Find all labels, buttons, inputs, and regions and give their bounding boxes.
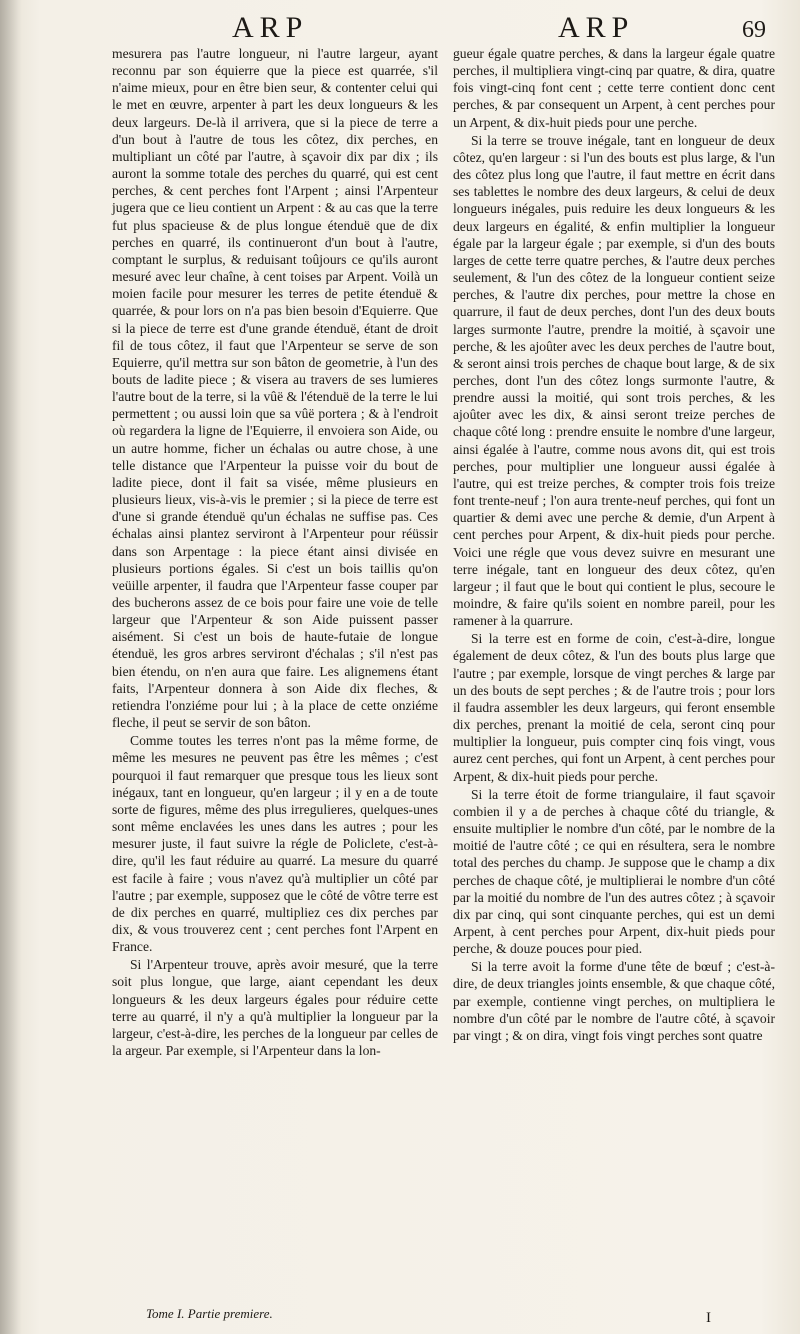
running-head-left: ARP (232, 11, 309, 44)
paragraph: Si la terre est en forme de coin, c'est-à-dire, longue également de deux côtez, & l'un des bouts plus large que l'autre ; par exemple, lorsque de vingt perches & large par un des bouts de sept perches ; & de l'autre trois ; pour lors il faudra assembler les deux largeurs, qui feront ensemble dix perches, prenant la moitié de cela, seront cinq pour multiplier la longueur, puis compter cinq fois vingt, vous aurez cent perches, qui font un Arpent, à cent perches pour Arpent, & dix-huit pieds pour perche. (453, 631, 775, 784)
running-head (0, 8, 800, 48)
page-gutter-shadow (0, 0, 22, 1334)
page-number: 69 (742, 17, 766, 43)
left-column (112, 45, 438, 1059)
paragraph: Si la terre avoit la forme d'une tête de bœuf ; c'est-à-dire, de deux triangles joints ensemble, & que chaque côté, par exemple, contienne vingt perches, on multipliera le nombre d'un côté par le nombre de l'autre côté, à sçavoir par vingt ; & on dira, vingt fois vingt perches sont quatre (453, 959, 775, 1043)
paragraph: Si la terre se trouve inégale, tant en longueur de deux côtez, qu'en largeur : si l'un des bouts est plus large, & l'un des côtez plus long que l'autre, il faut mettre en écrit dans ses tablettes le nombre des deux largeurs, & celui de deux longueurs inégales, puis reduire les deux longueurs & les deux largeurs en égalité, & enfin multiplier la longueur égale par la largeur égale ; par exemple, si d'un des bouts larges de cette terre quatre perches, & l'autre deux perches seulement, & l'un des côtez de la longueur contient seize perches, & l'autre dix perches, pour mettre la chose en quarrure, il faut de deux perches, dont l'un des deux bouts larges surmonte l'autre, prendre la moitié, à sçavoir une perche, & les ajoûter avec les deux perches de l'autre bout, & seront ainsi trois perches de chaque bout large, & de six perches, dont l'un des côtez longs surmonte l'autre, & prendre aussi la moitié, qui sont trois perches, & les ajoûter avec les dix, & ainsi seront treize perches de chaque côté long : prendre ensuite le nombre d'une largeur, ainsi égalée à l'autre, comme nous avons dit, qui est trois perches, pour multiplier une longueur aussi égalée à l'autre, qui est treize perches, & compter trois fois treize font trente-neuf ; l'on aura trente-neuf perches, qui font un quartier & demi avec une perche & demie, d'un Arpent à cent perches pour Arpent, & dix-huit pieds pour perche. Voici une régle que vous devez suivre en mesurant une terre inégale, tant en longueur des deux côtez, qu'en largeur ; il faut que le bout qui contient le plus, secoure le moindre, & faire qu'ils soient en nombre pareil, pour les ramener à la quarrure. (453, 132, 775, 629)
running-head-right: ARP (558, 11, 635, 44)
paragraph: Si la terre étoit de forme triangulaire, il faut sçavoir combien il y a de perches à chaque côté du triangle, & ensuite multiplier le nombre d'un côté, par le nombre de la moitié de l'autre côté ; ce qui en résultera, sera le nombre total des perches du champ. Je suppose que le champ a dix perches de chaque côté, je multiplierai le nombre d'un côté par la moitié du nombre de l'un des autres côtez ; à sçavoir dix par cinq, qui sont cinquante perches, qui est un demi Arpent, à cent perches pour Arpent, dix-huit pieds pour perche, & douze pouces pour pied. (453, 786, 775, 957)
paragraph: Comme toutes les terres n'ont pas la même forme, de même les mesures ne peuvent pas être les mêmes ; c'est pourquoi il faut remarquer que presque tous les lieux sont inégaux, tant en longueur, qu'en largeur ; il y en a de toute sorte de figures, même des plus irregulieres, quelques-unes sont même enclavées les unes dans les autres ; pour les mesurer juste, il faut suivre la régle de Policlete, c'est-à-dire, qu'il les faut réduire au quarré. La mesure du quarré est facile à faire ; vous n'avez qu'à multiplier un côté par l'autre ; par exemple, supposez que le côté de vôtre terre est de dix perches en quarré, multipliez ces dix perches par dix, & vous trouverez cent ; cent perches font l'Arpent en France. (112, 733, 438, 955)
paragraph: Si l'Arpenteur trouve, après avoir mesuré, que la terre soit plus longue, que large, aiant cependant les deux longueurs & les deux largeurs égales pour réduire cette terre au quarré, il n'y a qu'à multiplier la longueur par la largeur, c'est-à-dire, les perches de la longueur par celles de la argeur. Par exemple, si l'Arpenteur dans la lon- (112, 957, 438, 1059)
paragraph: mesurera pas l'autre longueur, ni l'autre largeur, ayant reconnu par son équierre que la piece est quarrée, s'il n'aime mieux, pour en être bien seur, & contenter celui qui le met en œuvre, arpenter à part les deux longueurs & les deux largeurs. De-là il arrivera, que si la piece de terre a d'un bout à l'autre de tous les côtez, dix perches, en multipliant un côté par l'autre, à sçavoir dix par dix ; ils auront la somme totale des perches du quarré, qui est cent perches, & cent perches font l'Arpent ; ainsi l'Arpenteur jugera que ce lieu contient un Arpent : & au cas que la terre fut plus spacieuse & de plus longue étenduë que de dix perches en quarré, ils continueront d'un bout à l'autre, comptant le surplus, & reduisant toûjours ce qu'ils auront mesuré avec leur chaîne, à cent toises par Arpent. Voilà un moien facile pour mesurer les terres de petite étenduë & quarrée, & pour lors on n'a pas bien besoin d'Equierre. Que si la piece de terre est d'une grande étenduë, étant de droit fil de tous côtez, il faut que l'Arpenteur se serve de son Equierre, qu'il mettra sur son bâton de geometrie, à l'un des bouts de ladite piece ; & visera au travers de ses lumieres l'autre bout de la terre, si la vûë & l'étenduë de la terre le lui permettent ; ou aussi loin que sa vûë portera ; & à l'endroit où regardera la ligne de l'Equierre, il envoiera son Aide, ou un autre homme, ficher un échalas ou autre chose, à une telle distance que l'Arpenteur la puisse voir du bout de ladite piece, dont il fait sa visée, même plusieurs en plusieurs lieux, vis-à-vis le premier ; si la piece de terre est d'une si grande étenduë qu'un échalas ne suffise pas. Ces échalas ainsi plantez serviront à l'Arpenteur pour réüssir dans son Arpentage : la piece étant ainsi divisée en plusieurs portions égales. Si c'est un bois taillis qu'on veüille arpenter, il faudra que l'Arpenteur fasse couper par des bucherons assez de ce bois pour faire une voie de telle largeur que l'Arpenteur & son Aide puissent passer aisément. Si c'est un bois de haute-futaie de longue étenduë, les gros arbres serviront d'échalas ; s'il n'est pas bien étendu, on n'en aura que faire. Les alignemens étant faits, l'Arpenteur donnera à son Aide dix fleches, & retiendra l'onziéme pour lui ; à la place de cette onziéme fleche, il peut se servir de son bâton. (112, 46, 438, 731)
paragraph: gueur égale quatre perches, & dans la largeur égale quatre perches, il multipliera vingt-cinq par quatre, & dira, quatre fois vingt-cinq font cent ; cette terre contient donc cent perches, & par consequent un Arpent, à cent perches pour un Arpent, & dix-huit pieds pour une perche. (453, 46, 775, 130)
signature-mark: I (706, 1310, 711, 1326)
right-column (453, 45, 775, 1044)
volume-footer: Tome I. Partie premiere. (146, 1306, 273, 1321)
